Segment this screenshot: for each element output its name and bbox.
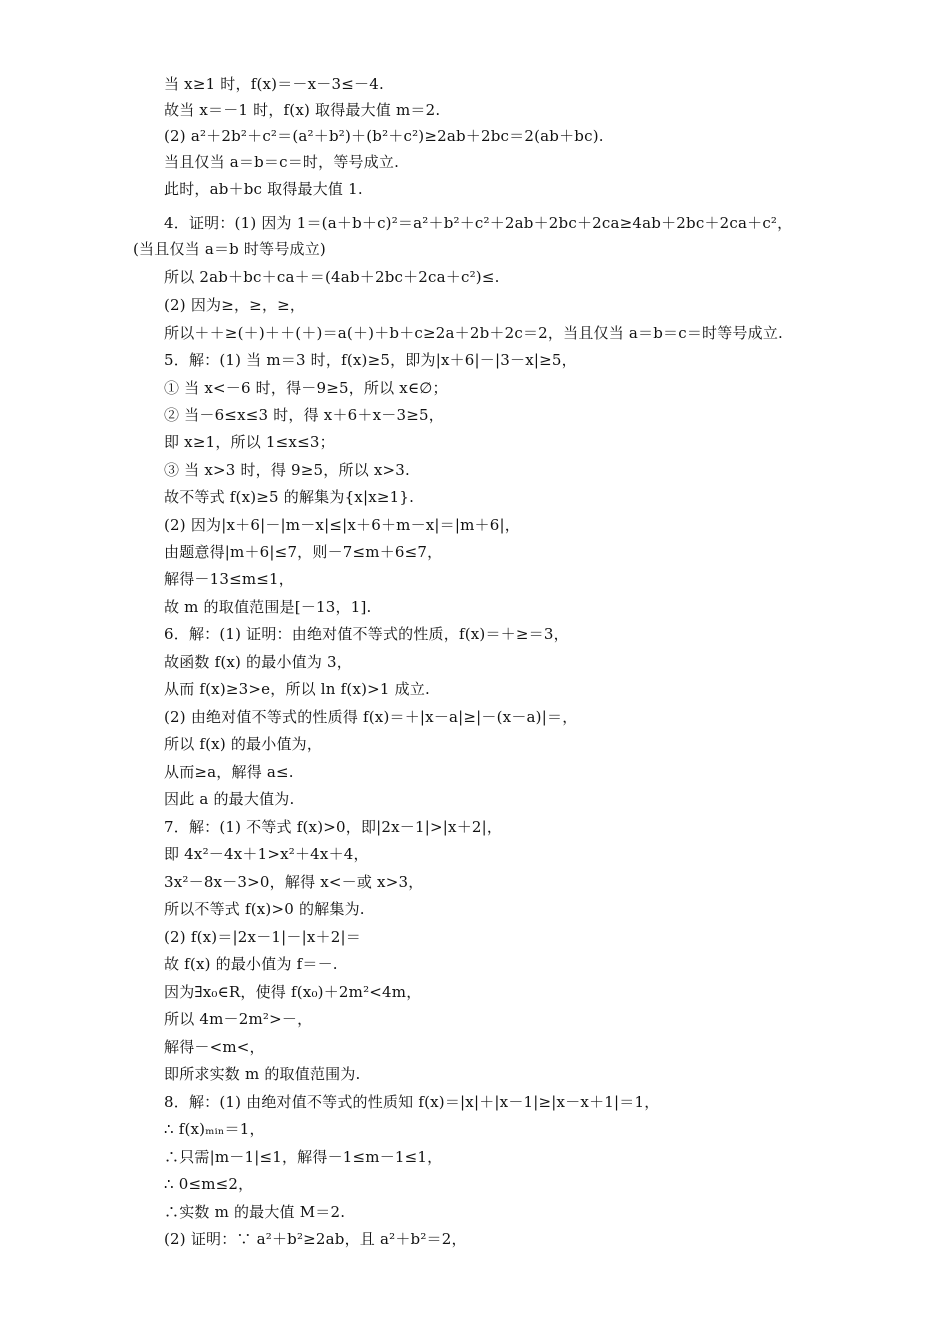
text-line: (2) 因为≥，≥，≥， — [164, 296, 306, 314]
text-line: ① 当 x<－6 时，得－9≥5，所以 x∈∅； — [164, 379, 448, 397]
text-line: 故函数 f(x) 的最小值为 3， — [164, 653, 352, 671]
text-line: 由题意得|m＋6|≤7，则－7≤m＋6≤7， — [164, 543, 443, 561]
text-line: 当且仅当 a＝b＝c＝时，等号成立. — [164, 153, 400, 171]
text-line: 故 f(x) 的最小值为 f＝－. — [164, 955, 338, 973]
text-line: 解得－<m<， — [164, 1038, 265, 1056]
text-line: ∴ 0≤m≤2， — [164, 1175, 254, 1193]
text-line: ∴ f(x)ₘᵢₙ＝1， — [164, 1120, 265, 1138]
problem-8-heading: 8．解：(1) 由绝对值不等式的性质知 f(x)＝|x|＋|x－1|≥|x－x＋1|＝1， — [164, 1093, 660, 1111]
text-line: 解得－13≤m≤1， — [164, 570, 294, 588]
text-line: (2) 证明：∵ a²＋b²≥2ab，且 a²＋b²＝2， — [164, 1230, 467, 1248]
text-line: 所以＋＋≥(＋)＋＋(＋)＝a(＋)＋b＋c≥2a＋2b＋2c＝2，当且仅当 a＝b＝c＝时等号成立. — [164, 324, 783, 342]
text-line: ③ 当 x>3 时，得 9≥5，所以 x>3. — [164, 461, 411, 479]
text-line: 故不等式 f(x)≥5 的解集为{x|x≥1}. — [164, 488, 415, 506]
problem-6-heading: 6．解：(1) 证明：由绝对值不等式的性质，f(x)＝＋≥＝3， — [164, 625, 569, 643]
text-line: 从而 f(x)≥3>e，所以 ln f(x)>1 成立. — [164, 680, 430, 698]
text-line: 此时，ab＋bc 取得最大值 1. — [164, 180, 363, 198]
text-line: 当 x≥1 时，f(x)＝－x－3≤－4. — [164, 75, 384, 93]
text-line: 故 m 的取值范围是[－13，1]. — [164, 598, 372, 616]
text-line: 因为∃x₀∈R，使得 f(x₀)＋2m²<4m， — [164, 983, 422, 1001]
text-line: 所以 f(x) 的最小值为， — [164, 735, 323, 753]
problem-5-heading: 5．解：(1) 当 m＝3 时，f(x)≥5，即为|x＋6|－|3－x|≥5， — [164, 351, 577, 369]
text-line: 即所求实数 m 的取值范围为. — [164, 1065, 361, 1083]
text-line: 所以 4m－2m²>－， — [164, 1010, 313, 1028]
text-line: 3x²－8x－3>0，解得 x<－或 x>3， — [164, 873, 424, 891]
problem-4-heading: 4．证明：(1) 因为 1＝(a＋b＋c)²＝a²＋b²＋c²＋2ab＋2bc＋2ca≥4ab＋2bc＋2ca＋c²， — [164, 214, 793, 232]
text-line: 所以不等式 f(x)>0 的解集为. — [164, 900, 365, 918]
text-line: (2) a²＋2b²＋c²＝(a²＋b²)＋(b²＋c²)≥2ab＋2bc＝2(ab＋bc). — [164, 127, 604, 145]
text-line: (2) f(x)＝|2x－1|－|x＋2|＝ — [164, 928, 361, 946]
text-line: 故当 x＝－1 时，f(x) 取得最大值 m＝2. — [164, 101, 441, 119]
text-line: 因此 a 的最大值为. — [164, 790, 295, 808]
text-line: (当且仅当 a＝b 时等号成立) — [133, 240, 326, 258]
text-line: ∴实数 m 的最大值 M＝2. — [164, 1203, 346, 1221]
text-line: 即 4x²－4x＋1>x²＋4x＋4， — [164, 845, 369, 863]
text-line: ∴只需|m－1|≤1，解得－1≤m－1≤1， — [164, 1148, 443, 1166]
problem-7-heading: 7．解：(1) 不等式 f(x)>0，即|2x－1|>|x＋2|， — [164, 818, 503, 836]
text-line: 即 x≥1，所以 1≤x≤3； — [164, 433, 335, 451]
text-line: (2) 由绝对值不等式的性质得 f(x)＝＋|x－a|≥|－(x－a)|＝， — [164, 708, 578, 726]
text-line: ② 当－6≤x≤3 时，得 x＋6＋x－3≥5， — [164, 406, 444, 424]
text-line: 所以 2ab＋bc＋ca＋＝(4ab＋2bc＋2ca＋c²)≤. — [164, 268, 500, 286]
text-line: 从而≥a，解得 a≤. — [164, 763, 294, 781]
text-line: (2) 因为|x＋6|－|m－x|≤|x＋6＋m－x|＝|m＋6|， — [164, 516, 520, 534]
